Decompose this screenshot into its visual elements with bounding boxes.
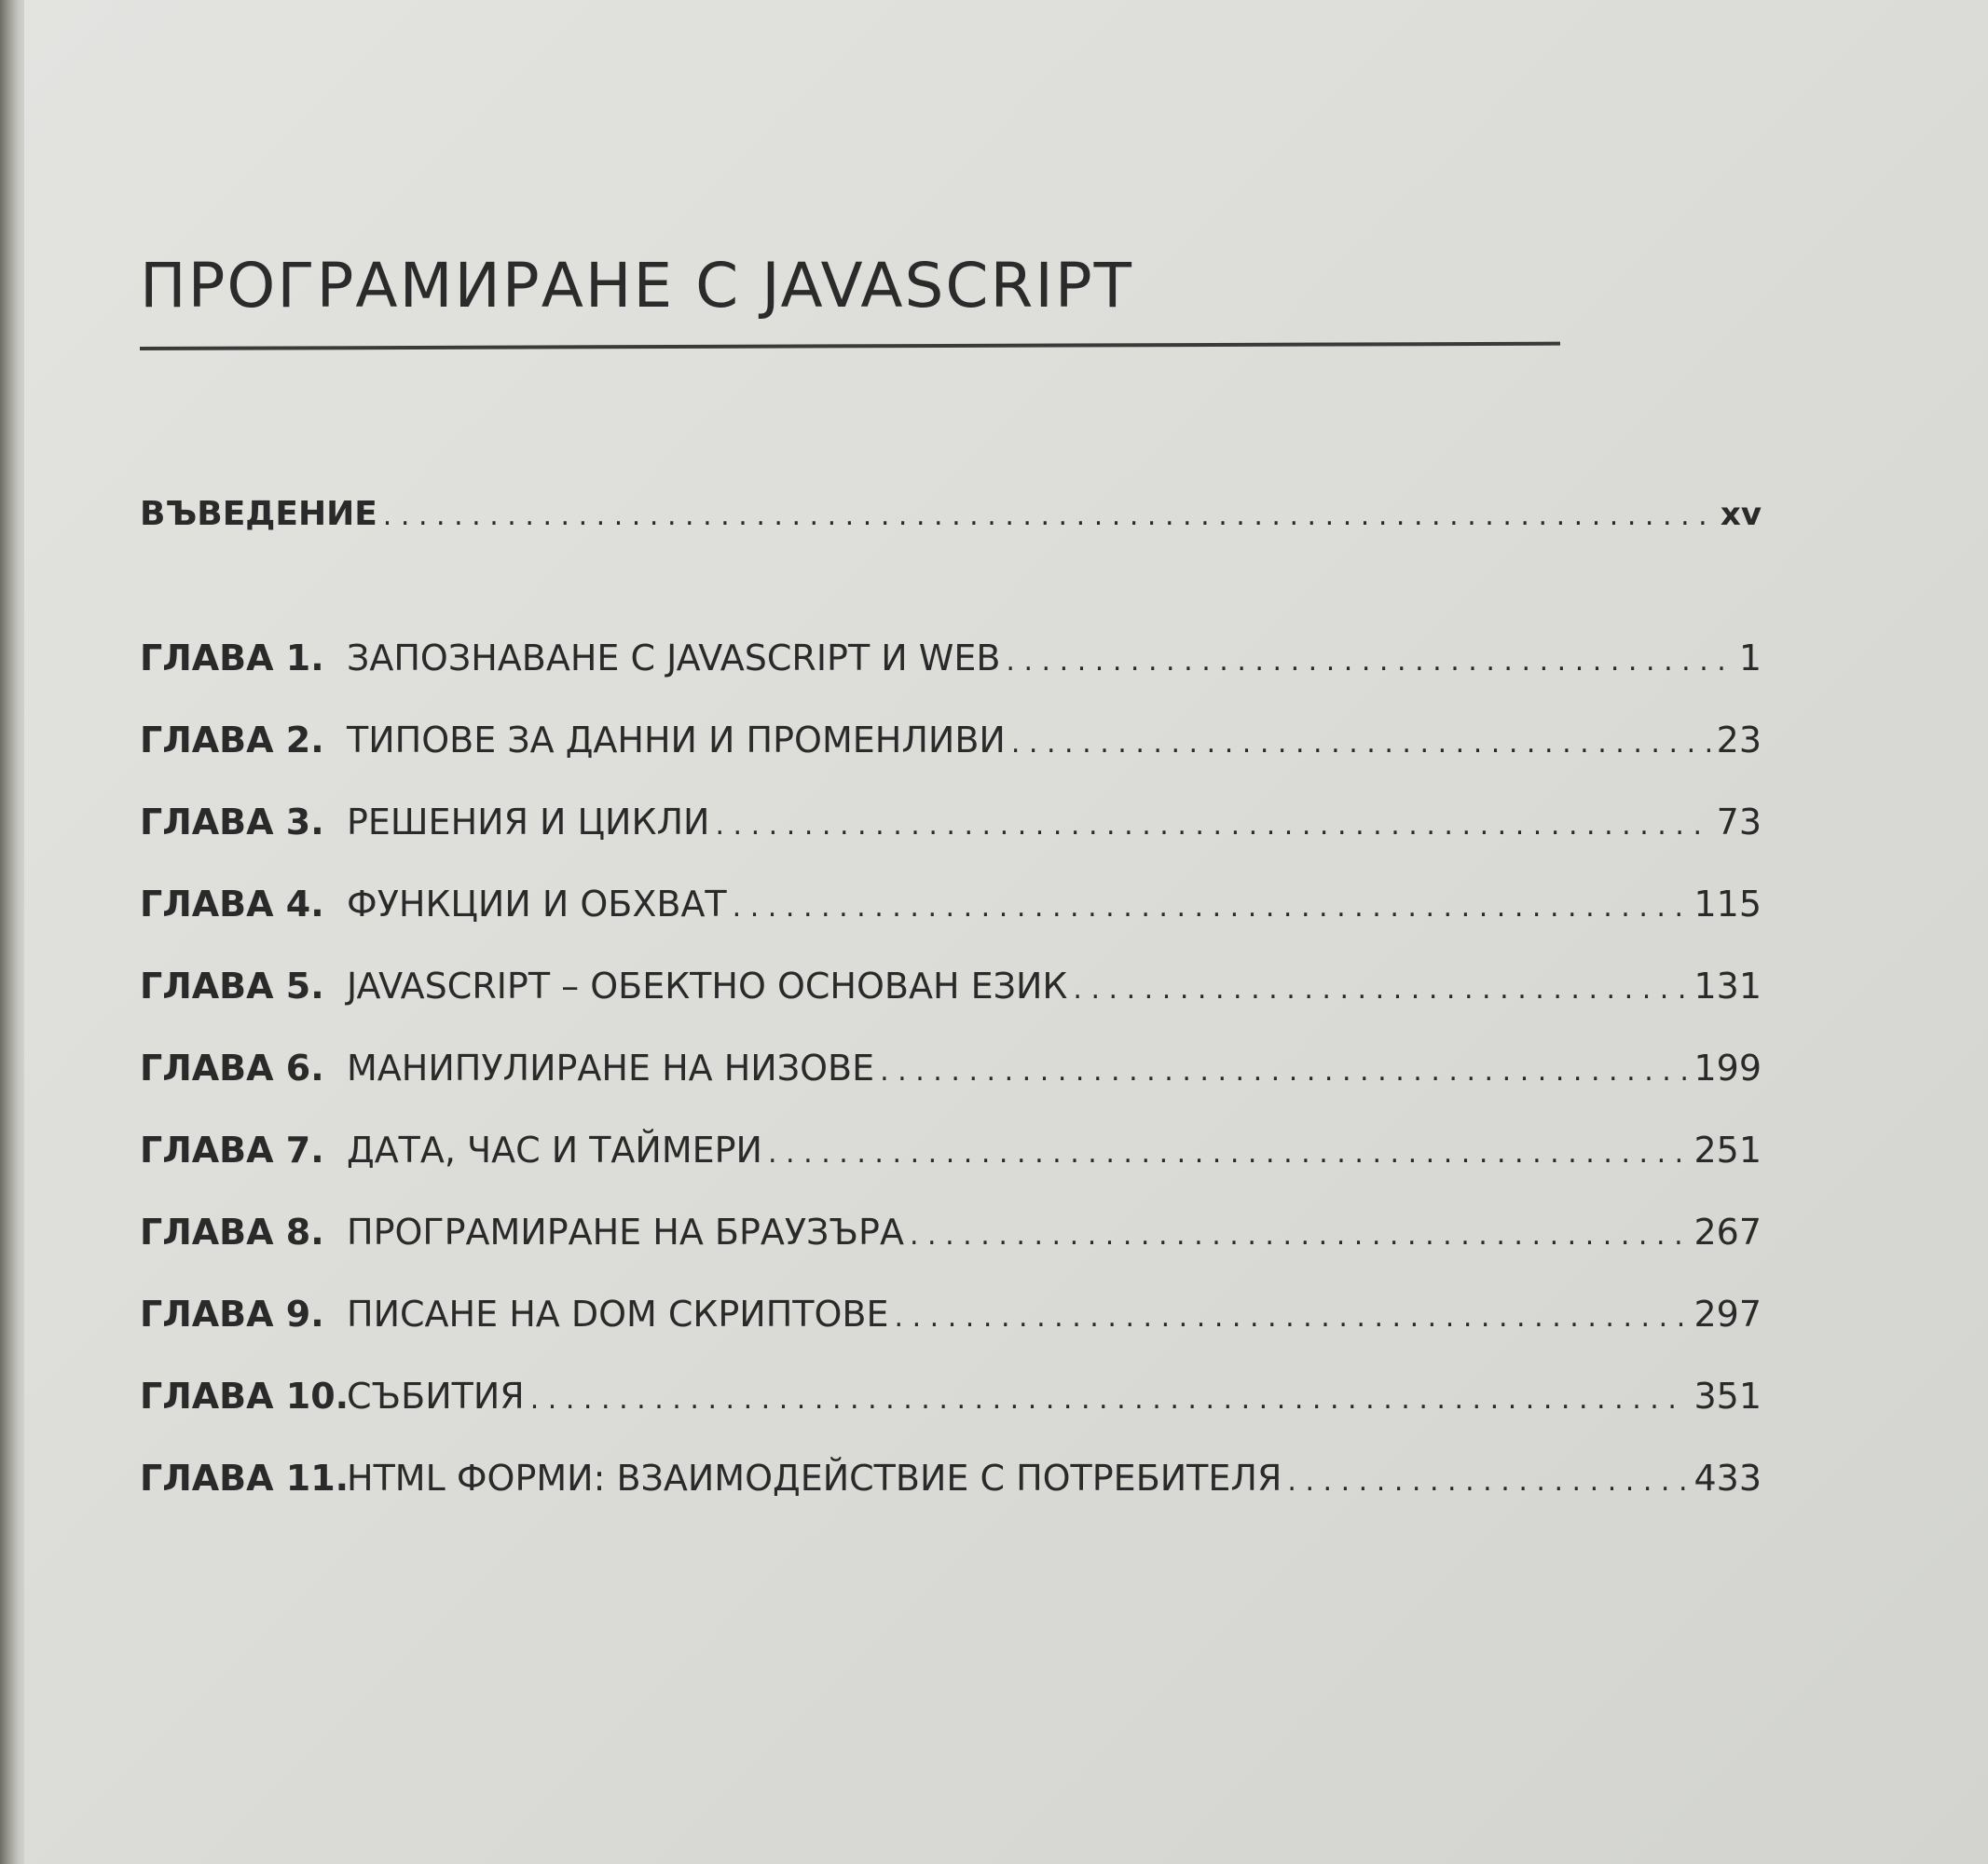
toc-entry-chapter-6 [140,1048,1762,1130]
chapter-page: 115 [1693,884,1762,925]
chapter-page: 73 [1716,802,1762,843]
chapter-number: ГЛАВА 6. [140,1048,324,1089]
toc-entry-chapter-5 [140,966,1762,1048]
chapter-title: ТИПОВЕ ЗА ДАННИ И ПРОМЕНЛИВИ [347,720,1006,761]
chapter-number: ГЛАВА 4. [140,884,324,925]
dot-leader [895,1294,1689,1335]
chapter-title: HTML ФОРМИ: ВЗАИМОДЕЙСТВИЕ С ПОТРЕБИТЕЛЯ [347,1458,1282,1499]
toc-entry-chapter-2 [140,720,1762,802]
chapter-title: МАНИПУЛИРАНЕ НА НИЗОВЕ [347,1048,875,1089]
toc-intro-label: ВЪВЕДЕНИЕ [140,495,377,533]
chapter-number: ГЛАВА 2. [140,720,324,761]
toc-entry-chapter-8 [140,1212,1762,1294]
dot-leader [1011,720,1711,761]
chapter-title: ПРОГРАМИРАНЕ НА БРАУЗЪРА [347,1212,904,1253]
toc-entry-chapter-3 [140,802,1762,884]
chapter-number: ГЛАВА 7. [140,1130,324,1171]
table-of-contents [140,492,1762,1540]
toc-entry-chapter-10 [140,1376,1762,1458]
toc-entry-chapter-4 [140,884,1762,966]
chapter-number: ГЛАВА 3. [140,802,324,843]
chapter-number: ГЛАВА 11. [140,1458,350,1499]
chapter-page: 351 [1693,1376,1762,1417]
toc-intro-page: xv [1720,496,1762,533]
chapter-page: 297 [1693,1294,1762,1335]
chapter-page: 23 [1716,720,1762,761]
dot-leader [880,1048,1688,1089]
chapter-title: JAVASCRIPT – ОБЕКТНО ОСНОВАН ЕЗИК [347,966,1068,1007]
chapter-page: 131 [1693,966,1762,1007]
toc-entry-chapter-1 [140,637,1762,720]
dot-leader [733,884,1689,925]
chapter-title: СЪБИТИЯ [347,1376,525,1417]
chapter-title: РЕШЕНИЯ И ЦИКЛИ [347,802,710,843]
chapter-number: ГЛАВА 1. [140,637,324,678]
toc-entry-chapter-7 [140,1130,1762,1212]
dot-leader [715,802,1710,843]
toc-entry-chapter-9 [140,1294,1762,1376]
dot-leader [530,1376,1689,1417]
chapter-page: 1 [1738,637,1762,678]
dot-leader [768,1130,1688,1171]
toc-entry-chapter-11 [140,1458,1762,1540]
chapter-page: 433 [1693,1458,1762,1499]
dot-leader [1006,637,1733,678]
book-spine-shadow [0,0,24,1864]
chapter-number: ГЛАВА 10. [140,1376,350,1417]
chapter-number: ГЛАВА 5. [140,966,324,1007]
toc-entry-intro [140,492,1762,637]
chapter-title: ЗАПОЗНАВАНЕ С JAVASCRIPT И WEB [347,637,1001,678]
dot-leader [383,492,1715,533]
dot-leader [1287,1458,1688,1499]
dot-leader [1073,966,1688,1007]
chapter-title: ФУНКЦИИ И ОБХВАТ [347,884,727,925]
chapter-page: 251 [1693,1130,1762,1171]
chapter-title: ПИСАНЕ НА DOM СКРИПТОВЕ [347,1294,889,1335]
chapter-number: ГЛАВА 9. [140,1294,324,1335]
page-title: ПРОГРАМИРАНЕ С JAVASCRIPT [140,250,1133,322]
dot-leader [910,1212,1689,1253]
chapter-page: 267 [1693,1212,1762,1253]
chapter-page: 199 [1693,1048,1762,1089]
chapter-title: ДАТА, ЧАС И ТАЙМЕРИ [347,1130,762,1171]
chapter-number: ГЛАВА 8. [140,1212,324,1253]
